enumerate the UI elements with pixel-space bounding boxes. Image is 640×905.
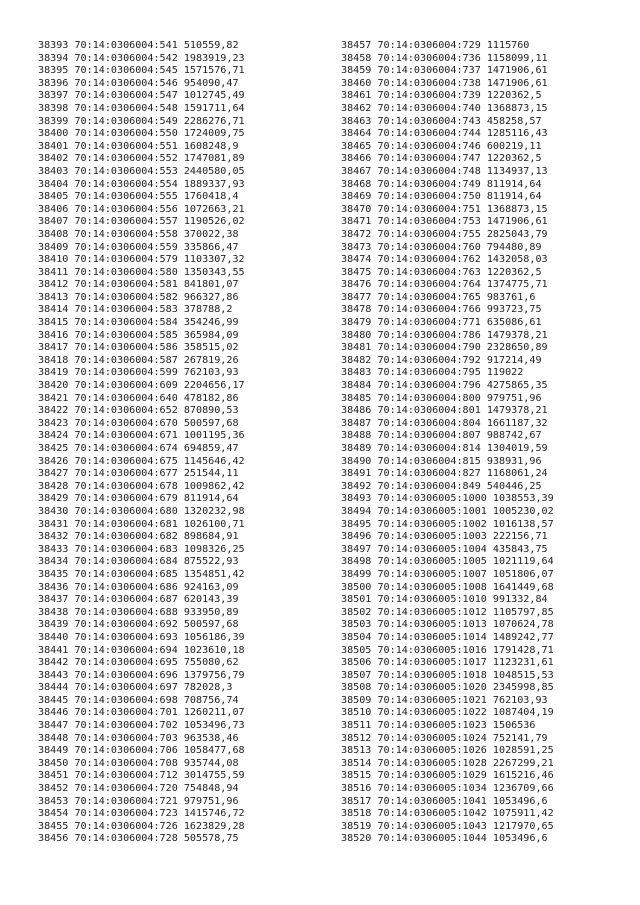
record-row: 38462 70:14:0306004:740 1368873,15: [341, 102, 548, 114]
record-row: 38479 70:14:0306004:771 635086,61: [341, 317, 542, 329]
record-row: 38505 70:14:0306005:1016 1791428,71: [341, 644, 554, 656]
record-row: 38458 70:14:0306004:736 1158099,11: [341, 52, 548, 64]
record-row: 38448 70:14:0306004:703 963538,46: [38, 732, 239, 744]
record-row: 38397 70:14:0306004:547 1012745,49: [38, 90, 245, 102]
record-row: 38417 70:14:0306004:586 358515,02: [38, 342, 239, 354]
record-row: 38513 70:14:0306005:1026 1028591,25: [341, 745, 554, 757]
record-row: 38491 70:14:0306004:827 1168061,24: [341, 468, 548, 480]
record-row: 38396 70:14:0306004:546 954090,47: [38, 77, 239, 89]
record-row: 38440 70:14:0306004:693 1056186,39: [38, 631, 245, 643]
record-row: 38445 70:14:0306004:698 708756,74: [38, 694, 239, 706]
record-row: 38435 70:14:0306004:685 1354851,42: [38, 568, 245, 580]
record-row: 38507 70:14:0306005:1018 1048515,53: [341, 669, 554, 681]
record-row: 38452 70:14:0306004:720 754848,94: [38, 783, 239, 795]
record-row: 38429 70:14:0306004:679 811914,64: [38, 493, 239, 505]
record-row: 38494 70:14:0306005:1001 1005230,02: [341, 505, 554, 517]
left-column: [38, 40, 245, 846]
record-row: 38394 70:14:0306004:542 1983919,23: [38, 52, 245, 64]
record-row: 38508 70:14:0306005:1020 2345998,85: [341, 682, 554, 694]
record-row: 38439 70:14:0306004:692 500597,68: [38, 619, 239, 631]
record-row: 38457 70:14:0306004:729 1115760: [341, 40, 530, 51]
record-row: 38432 70:14:0306004:682 898684,91: [38, 531, 239, 543]
record-row: 38515 70:14:0306005:1029 1615216,46: [341, 770, 554, 782]
record-row: 38509 70:14:0306005:1021 762103,93: [341, 694, 548, 706]
record-row: 38416 70:14:0306004:585 365984,09: [38, 329, 239, 341]
record-row: 38474 70:14:0306004:762 1432058,03: [341, 254, 548, 266]
record-row: 38472 70:14:0306004:755 2825043,79: [341, 228, 548, 240]
record-row: 38430 70:14:0306004:680 1320232,98: [38, 505, 245, 517]
record-row: 38433 70:14:0306004:683 1098326,25: [38, 543, 245, 555]
record-row: 38413 70:14:0306004:582 966327,86: [38, 291, 239, 303]
record-row: 38401 70:14:0306004:551 1608248,9: [38, 140, 239, 152]
record-row: 38447 70:14:0306004:702 1053496,73: [38, 720, 245, 732]
record-row: 38431 70:14:0306004:681 1026100,71: [38, 518, 245, 530]
record-row: 38421 70:14:0306004:640 478182,86: [38, 392, 239, 404]
record-row: 38450 70:14:0306004:708 935744,08: [38, 757, 239, 769]
record-row: 38424 70:14:0306004:671 1001195,36: [38, 430, 245, 442]
record-row: 38404 70:14:0306004:554 1889337,93: [38, 178, 245, 190]
record-row: 38400 70:14:0306004:550 1724009,75: [38, 128, 245, 140]
record-row: 38446 70:14:0306004:701 1260211,07: [38, 707, 245, 719]
record-row: 38520 70:14:0306005:1044 1053496,6: [341, 833, 548, 845]
record-row: 38495 70:14:0306005:1002 1016138,57: [341, 518, 554, 530]
record-row: 38481 70:14:0306004:790 2328650,89: [341, 342, 548, 354]
record-row: 38487 70:14:0306004:804 1661187,32: [341, 417, 548, 429]
record-row: 38408 70:14:0306004:558 370022,38: [38, 228, 239, 240]
record-row: 38484 70:14:0306004:796 4275865,35: [341, 380, 548, 392]
record-row: 38426 70:14:0306004:675 1145646,42: [38, 455, 245, 467]
record-row: 38478 70:14:0306004:766 993723,75: [341, 304, 542, 316]
record-row: 38427 70:14:0306004:677 251544,11: [38, 468, 239, 480]
record-row: 38504 70:14:0306005:1014 1489242,77: [341, 631, 554, 643]
record-row: 38465 70:14:0306004:746 600219,11: [341, 140, 542, 152]
record-row: 38519 70:14:0306005:1043 1217970,65: [341, 820, 554, 832]
record-row: 38409 70:14:0306004:559 335866,47: [38, 241, 239, 253]
record-row: 38422 70:14:0306004:652 870890,53: [38, 405, 239, 417]
record-row: 38516 70:14:0306005:1034 1236709,66: [341, 783, 554, 795]
record-row: 38496 70:14:0306005:1003 222156,71: [341, 531, 548, 543]
record-row: 38441 70:14:0306004:694 1023610,18: [38, 644, 245, 656]
record-row: 38399 70:14:0306004:549 2286276,71: [38, 115, 245, 127]
record-row: 38482 70:14:0306004:792 917214,49: [341, 354, 542, 366]
record-row: 38418 70:14:0306004:587 267819,26: [38, 354, 239, 366]
record-row: 38442 70:14:0306004:695 755080,62: [38, 657, 239, 669]
record-row: 38471 70:14:0306004:753 1471906,61: [341, 216, 548, 228]
record-row: 38497 70:14:0306005:1004 435843,75: [341, 543, 548, 555]
record-row: 38428 70:14:0306004:678 1009862,42: [38, 480, 245, 492]
record-row: 38402 70:14:0306004:552 1747081,89: [38, 153, 245, 165]
record-row: 38438 70:14:0306004:688 933950,89: [38, 606, 239, 618]
record-row: 38460 70:14:0306004:738 1471906,61: [341, 77, 548, 89]
record-row: 38483 70:14:0306004:795 119022: [341, 367, 524, 379]
record-row: 38467 70:14:0306004:748 1134937,13: [341, 165, 548, 177]
record-row: 38466 70:14:0306004:747 1220362,5: [341, 153, 542, 165]
record-row: 38501 70:14:0306005:1010 991332,84: [341, 594, 548, 606]
record-row: 38407 70:14:0306004:557 1190526,02: [38, 216, 245, 228]
record-row: 38492 70:14:0306004:849 540446,25: [341, 480, 542, 492]
record-row: 38503 70:14:0306005:1013 1070624,78: [341, 619, 554, 631]
record-row: 38455 70:14:0306004:726 1623829,28: [38, 820, 245, 832]
record-row: 38406 70:14:0306004:556 1072663,21: [38, 203, 245, 215]
record-row: 38473 70:14:0306004:760 794480,89: [341, 241, 542, 253]
record-row: 38506 70:14:0306005:1017 1123231,61: [341, 657, 554, 669]
record-row: 38411 70:14:0306004:580 1350343,55: [38, 266, 245, 278]
record-row: 38410 70:14:0306004:579 1103307,32: [38, 254, 245, 266]
record-row: 38502 70:14:0306005:1012 1105797,85: [341, 606, 554, 618]
record-row: 38489 70:14:0306004:814 1304019,59: [341, 443, 548, 454]
record-row: 38436 70:14:0306004:686 924163,09: [38, 581, 239, 593]
record-row: 38463 70:14:0306004:743 458258,57: [341, 115, 542, 127]
record-row: 38423 70:14:0306004:670 500597,68: [38, 417, 239, 429]
record-row: 38470 70:14:0306004:751 1368873,15: [341, 203, 548, 215]
record-row: 38493 70:14:0306005:1000 1038553,39: [341, 493, 554, 505]
record-row: 38469 70:14:0306004:750 811914,64: [341, 191, 542, 203]
record-row: 38412 70:14:0306004:581 841801,07: [38, 279, 239, 291]
right-column: [341, 40, 554, 846]
record-row: 38449 70:14:0306004:706 1058477,68: [38, 745, 245, 757]
record-row: 38514 70:14:0306005:1028 2267299,21: [341, 757, 554, 769]
record-row: 38517 70:14:0306005:1041 1053496,6: [341, 795, 548, 807]
record-row: 38500 70:14:0306005:1008 1641449,68: [341, 581, 554, 593]
record-row: 38456 70:14:0306004:728 505578,75: [38, 833, 239, 845]
record-row: 38398 70:14:0306004:548 1591711,64: [38, 102, 245, 114]
record-row: 38454 70:14:0306004:723 1415746,72: [38, 808, 245, 820]
record-row: 38444 70:14:0306004:697 782028,3: [38, 682, 233, 694]
record-row: 38477 70:14:0306004:765 983761,6: [341, 291, 536, 303]
record-row: 38510 70:14:0306005:1022 1087404,19: [341, 707, 554, 719]
record-row: 38453 70:14:0306004:721 979751,96: [38, 795, 239, 807]
record-row: 38476 70:14:0306004:764 1374775,71: [341, 279, 548, 291]
record-row: 38434 70:14:0306004:684 875522,93: [38, 556, 239, 568]
record-row: 38480 70:14:0306004:786 1479378,21: [341, 329, 548, 341]
record-row: 38425 70:14:0306004:674 694859,47: [38, 443, 239, 454]
record-row: 38490 70:14:0306004:815 938931,96: [341, 455, 542, 467]
record-row: 38393 70:14:0306004:541 510559,82: [38, 40, 239, 51]
record-row: 38451 70:14:0306004:712 3014755,59: [38, 770, 245, 782]
record-row: 38475 70:14:0306004:763 1220362,5: [341, 266, 542, 278]
record-row: 38403 70:14:0306004:553 2440580,05: [38, 165, 245, 177]
record-row: 38414 70:14:0306004:583 378788,2: [38, 304, 233, 316]
record-row: 38511 70:14:0306005:1023 1506536: [341, 720, 536, 732]
record-row: 38499 70:14:0306005:1007 1051806,07: [341, 568, 554, 580]
record-row: 38498 70:14:0306005:1005 1021119,64: [341, 556, 554, 568]
record-row: 38443 70:14:0306004:696 1379756,79: [38, 669, 245, 681]
record-row: 38488 70:14:0306004:807 988742,67: [341, 430, 542, 442]
record-row: 38461 70:14:0306004:739 1220362,5: [341, 90, 542, 102]
record-row: 38405 70:14:0306004:555 1760418,4: [38, 191, 239, 203]
record-row: 38420 70:14:0306004:609 2204656,17: [38, 380, 245, 392]
record-row: 38518 70:14:0306005:1042 1075911,42: [341, 808, 554, 820]
record-row: 38415 70:14:0306004:584 354246,99: [38, 317, 239, 329]
record-row: 38468 70:14:0306004:749 811914,64: [341, 178, 542, 190]
record-row: 38485 70:14:0306004:800 979751,96: [341, 392, 542, 404]
record-row: 38512 70:14:0306005:1024 752141,79: [341, 732, 548, 744]
record-row: 38395 70:14:0306004:545 1571576,71: [38, 65, 245, 77]
record-row: 38419 70:14:0306004:599 762103,93: [38, 367, 239, 379]
record-row: 38486 70:14:0306004:801 1479378,21: [341, 405, 548, 417]
record-row: 38459 70:14:0306004:737 1471906,61: [341, 65, 548, 77]
record-row: 38437 70:14:0306004:687 620143,39: [38, 594, 239, 606]
record-row: 38464 70:14:0306004:744 1285116,43: [341, 128, 548, 140]
